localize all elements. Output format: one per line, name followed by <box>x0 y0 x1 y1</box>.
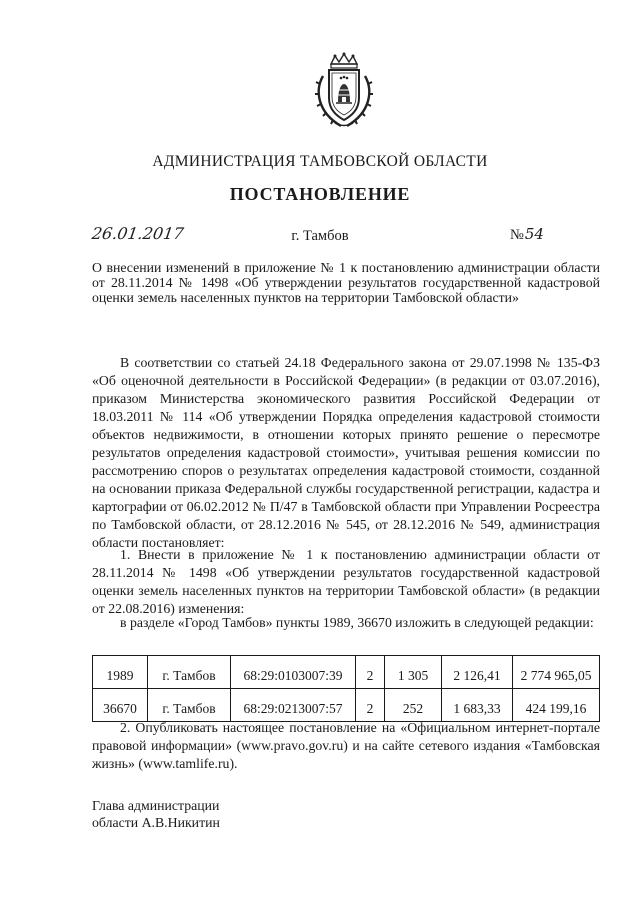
table-row <box>93 689 600 722</box>
item-2-text: 2. Опубликовать настоящее постановление на «Официальном интернет-портале правовой информации» (www.pravo.gov.ru) и на сайте сетевого издания «Тамбовская жизнь» (www.tamlife.ru). <box>92 720 600 771</box>
table-cell: 1 683,33 <box>442 689 513 722</box>
table-cell: 1 305 <box>385 656 442 689</box>
preamble-paragraph <box>92 354 600 552</box>
table-cell: 2 774 965,05 <box>513 656 600 689</box>
table-cell: 424 199,16 <box>513 689 600 722</box>
table-cell: 68:29:0103007:39 <box>231 656 356 689</box>
document-subject: О внесении изменений в приложение № 1 к постановлению администрации области от 28.11.2014 № 1498 «Об утверждении результатов государственной кадастровой оценки земель населенных пунктов на территории Тамбовской области» <box>92 260 600 305</box>
coat-of-arms-emblem <box>311 50 377 130</box>
handwritten-number: 54 <box>524 225 544 243</box>
table-cell: г. Тамбов <box>148 656 231 689</box>
signature-block <box>92 797 220 831</box>
table-cell: г. Тамбов <box>148 689 231 722</box>
item-1-text: 1. Внести в приложение № 1 к постановлению администрации области от 28.11.2014 № 1498 «Об утверждении результатов государственной кадастровой оценки земель населенных пунктов на территории Тамбовской области» (в редакции от 22.08.2016) изменения: <box>92 547 600 616</box>
table-cell: 2 <box>356 656 385 689</box>
item-1-sub-text: в разделе «Город Тамбов» пункты 1989, 36670 изложить в следующей редакции: <box>120 615 594 630</box>
handwritten-date: 26.01.2017 <box>90 224 185 243</box>
table-cell: 2 126,41 <box>442 656 513 689</box>
table-cell: 2 <box>356 689 385 722</box>
table-cell: 252 <box>385 689 442 722</box>
table-cell: 68:29:0213007:57 <box>231 689 356 722</box>
document-number <box>510 225 544 244</box>
item-1-paragraph <box>92 546 600 618</box>
table-cell: 36670 <box>93 689 148 722</box>
table-cell: 1989 <box>93 656 148 689</box>
item-1-subparagraph <box>92 614 600 632</box>
cadastral-value-table <box>92 655 600 722</box>
city-label: г. Тамбов <box>291 228 349 244</box>
item-2-paragraph <box>92 719 600 773</box>
signatory-title: Глава администрации <box>92 798 220 813</box>
signatory-name: области А.В.Никитин <box>92 815 220 830</box>
preamble-text: В соответствии со статьей 24.18 Федерального закона от 29.07.1998 № 135-ФЗ «Об оценочной деятельности в Российской Федерации» (в редакции от 03.07.2016), приказом Министерства экономического развития Российской Федерации от 18.03.2011 № 114 «Об утверждении Порядка определения кадастровой стоимости объектов недвижимости, в отношении которых принято решение о пересмотре результатов определения кадастровой стоимости», учитывая решения комиссии по рассмотрению споров о результатах определения кадастровой стоимости, созданной на основании приказа Федеральной службы государственной регистрации, кадастра и картографии от 06.02.2012 № П/47 в Тамбовской области при Управлении Росреестра по Тамбовской области, от 28.12.2016 № 545, от 28.12.2016 № 549, администрация области постановляет: <box>92 355 600 550</box>
document-type-title: ПОСТАНОВЛЕНИЕ <box>229 184 411 204</box>
table-row <box>93 656 600 689</box>
number-label: № <box>510 227 524 243</box>
agency-name: АДМИНИСТРАЦИЯ ТАМБОВСКОЙ ОБЛАСТИ <box>152 153 488 170</box>
